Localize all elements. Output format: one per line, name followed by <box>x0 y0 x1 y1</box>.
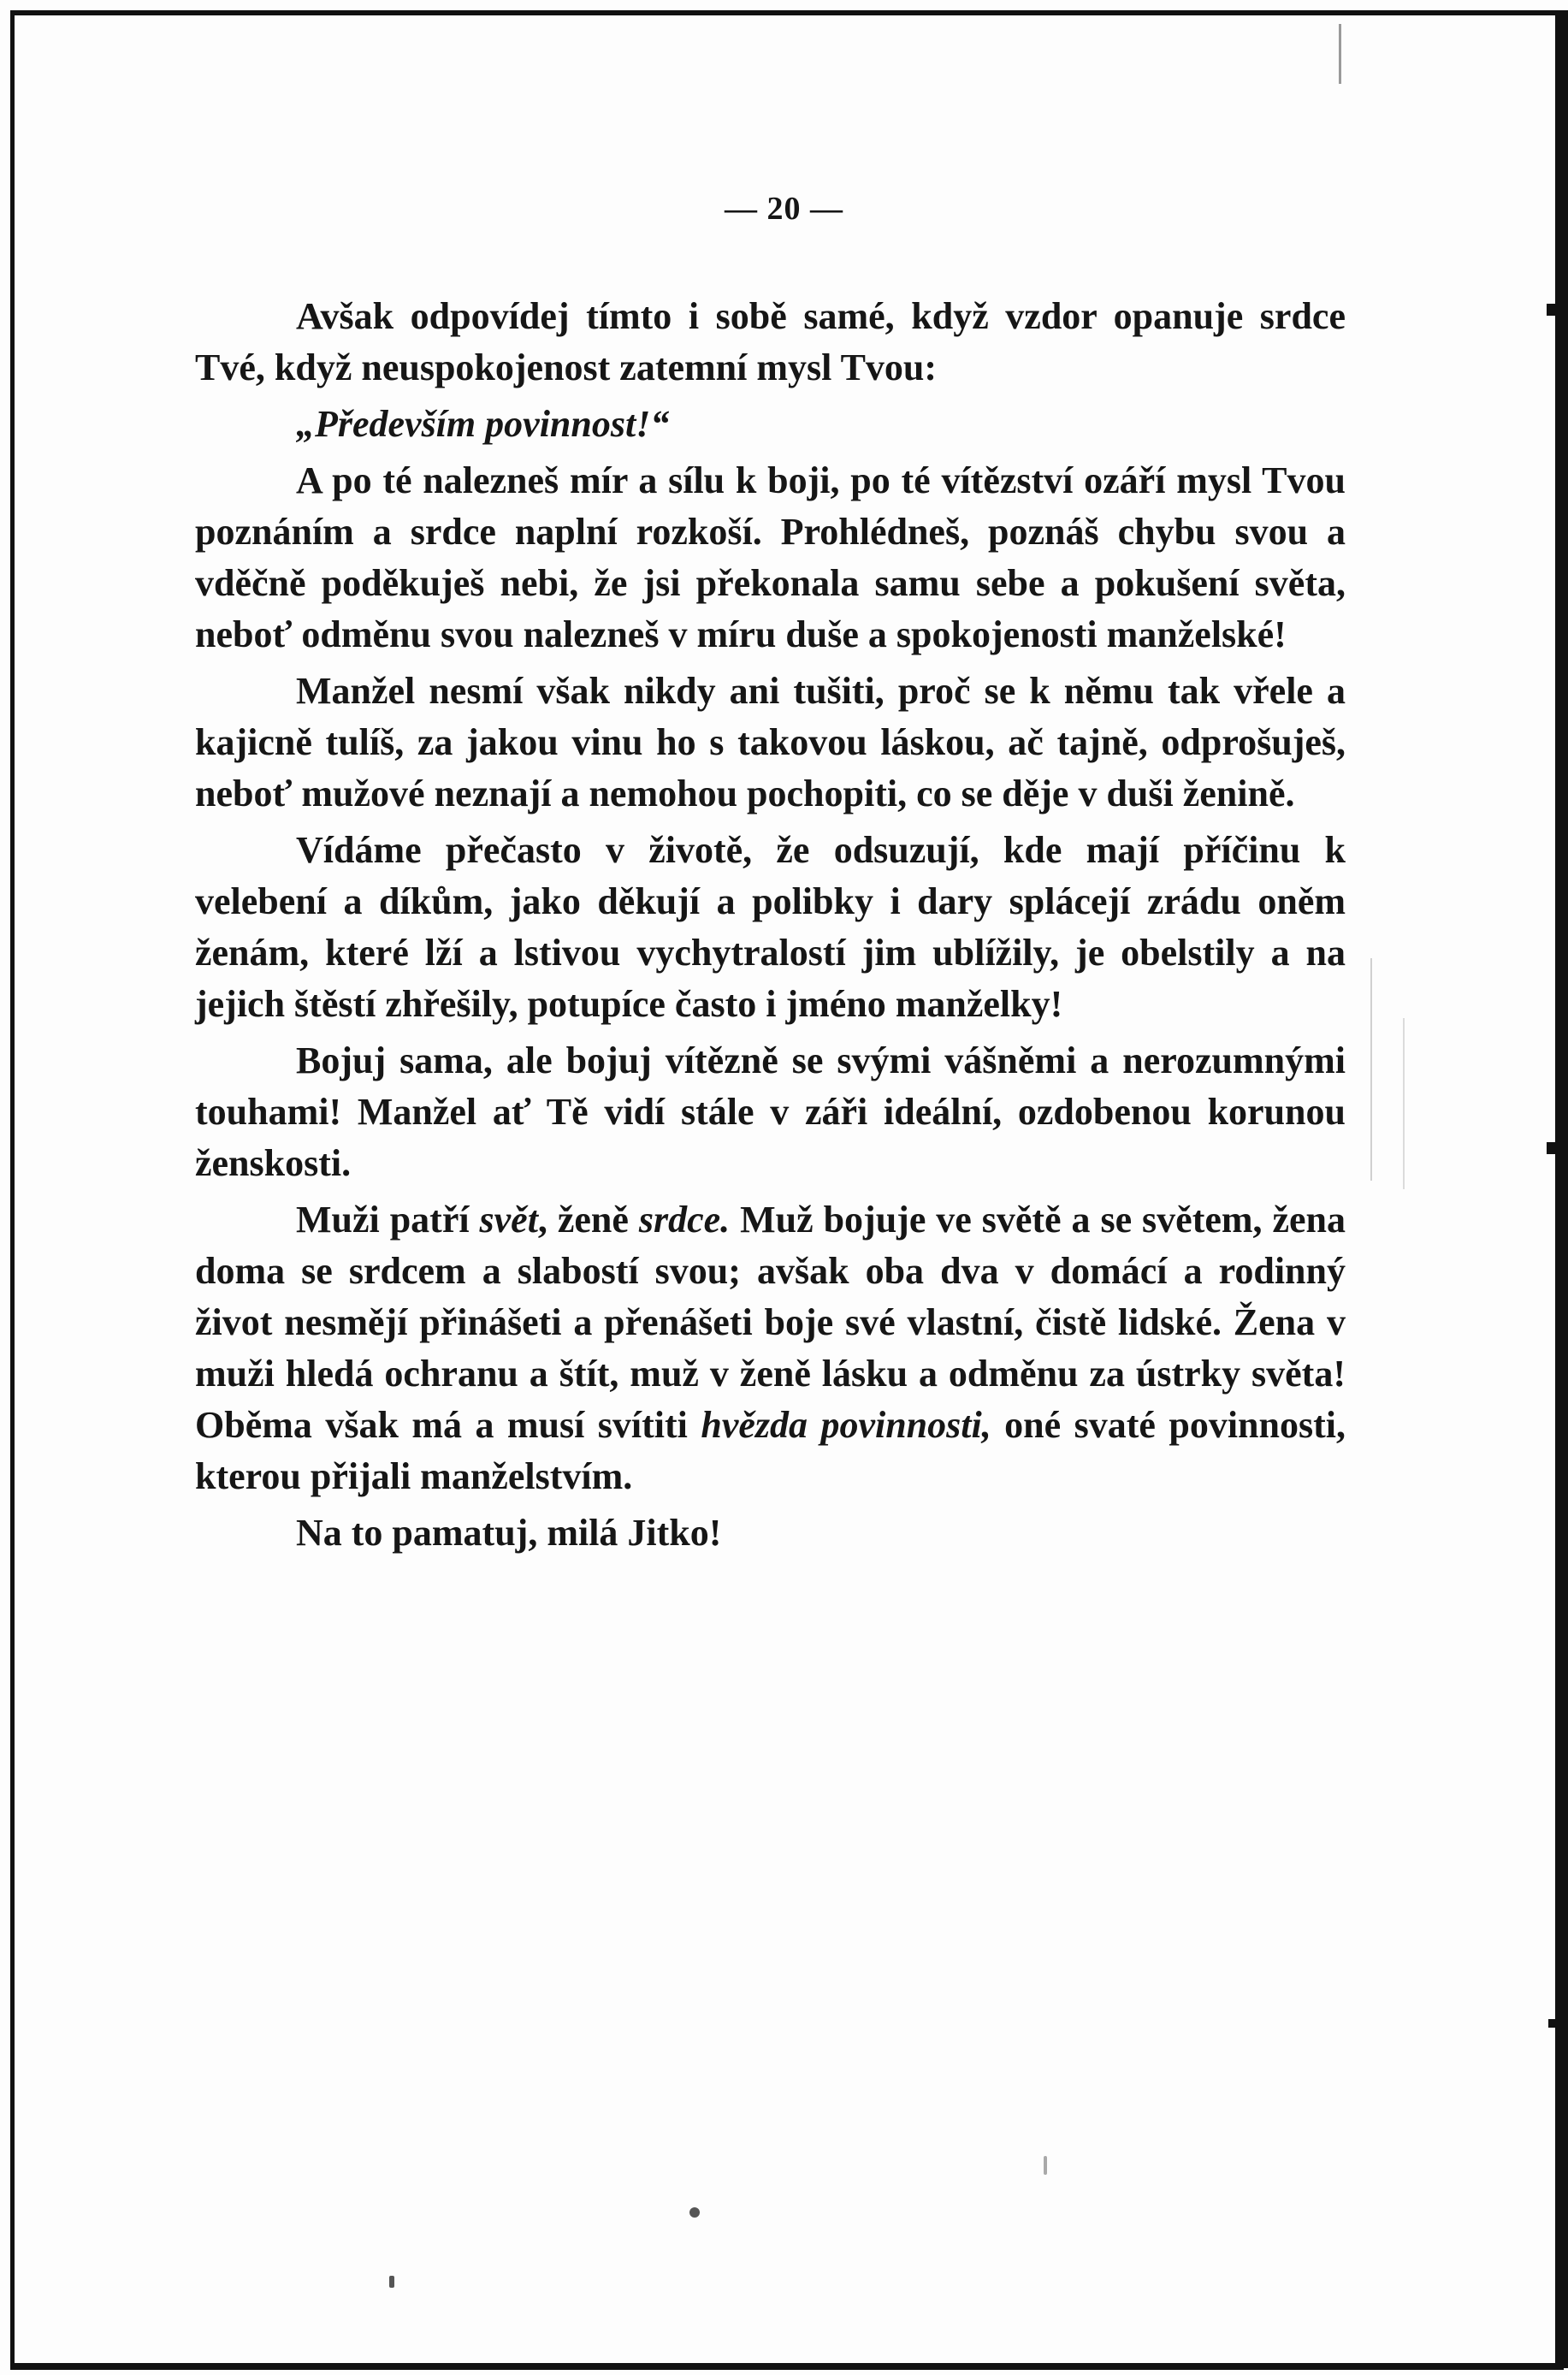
paragraph-p4 <box>195 666 1346 820</box>
italic-emphasis: svět <box>479 1199 538 1241</box>
paragraph-p3 <box>195 455 1346 660</box>
scan-border-right <box>1555 10 1568 2368</box>
paragraph-p6 <box>195 1035 1346 1189</box>
text-run: Muži patří <box>296 1199 480 1241</box>
italic-emphasis: srdce. <box>638 1199 731 1241</box>
paragraph-p7 <box>195 1194 1346 1502</box>
text-run: Na to pamatuj, milá Jitko! <box>296 1512 722 1554</box>
scan-speck <box>1044 2156 1047 2175</box>
italic-emphasis: „Především povinnost!“ <box>296 403 670 445</box>
paragraph-p5 <box>195 825 1346 1030</box>
text-run: Bojuj sama, ale bojuj vítězně se svými vášněmi a nerozumnými touhami! Manžel ať Tě vidí stále v záři ideální, ozdobenou korunou ženskosti. <box>195 1039 1346 1184</box>
scan-border-bottom <box>10 2363 1564 2370</box>
text-run: Manžel nesmí však nikdy ani tušiti, proč se k němu tak vřele a kajicně tulíš, za jakou vinu ho s takovou láskou, ač tajně, odprošuješ, neboť mužové neznají a nemohou pochopiti, co se děje v duši ženině. <box>195 670 1346 814</box>
text-run: Vídáme přečasto v životě, že odsuzují, kde mají příčinu k velebení a díkům, jako děkují a polibky i dary splácejí zrádu oněm ženám, které lží a lstivou vychytralostí jim ublížily, je obelstily a na jejich štěstí zhřešily, potupíce často i jméno manželky! <box>195 829 1346 1025</box>
spine-notch <box>1547 304 1560 316</box>
paragraph-p2 <box>195 399 1346 450</box>
scan-artifact <box>1370 958 1372 1181</box>
scan-artifact <box>1339 24 1341 84</box>
spine-notch <box>1547 1142 1560 1154</box>
scan-border-top <box>12 10 1562 15</box>
text-run: , ženě <box>537 1199 639 1241</box>
scan-border-left <box>10 10 15 2365</box>
text-run: A po té nalezneš mír a sílu k boji, po té vítězství ozáří mysl Tvou poznáním a srdce naplní rozkoší. Prohlédneš, poznáš chybu svou a vděčně poděkuješ nebi, že jsi překonala samu sebe a pokušení světa, neboť odměnu svou nalezneš v míru duše a spokojenosti manželské! <box>195 459 1346 655</box>
body-text <box>195 291 1346 1564</box>
spine-notch <box>1548 2019 1560 2028</box>
text-run: oné svaté povinnosti, kterou přijali manželstvím. <box>195 1404 1346 1497</box>
text-run: Muž bojuje ve světě a se světem, žena doma se srdcem a slabostí svou; avšak oba dva v domácí a rodinný život nesmějí přinášeti a přenášeti boje své vlastní, čistě lidské. Žena v muži hledá ochranu a štít, muž v ženě lásku a odměnu za ústrky světa! Oběma však má a musí svítiti <box>195 1199 1346 1446</box>
page-number: — 20 — <box>725 191 843 227</box>
scan-speck <box>689 2207 700 2218</box>
italic-emphasis: hvězda povinnosti, <box>701 1404 991 1446</box>
scan-speck <box>389 2276 394 2288</box>
paragraph-p1 <box>195 291 1346 394</box>
scan-artifact <box>1403 1018 1405 1189</box>
paragraph-p8 <box>195 1507 1346 1559</box>
text-run: Avšak odpovídej tímto i sobě samé, když vzdor opanuje srdce Tvé, když neuspokojenost zatemní mysl Tvou: <box>195 295 1346 388</box>
